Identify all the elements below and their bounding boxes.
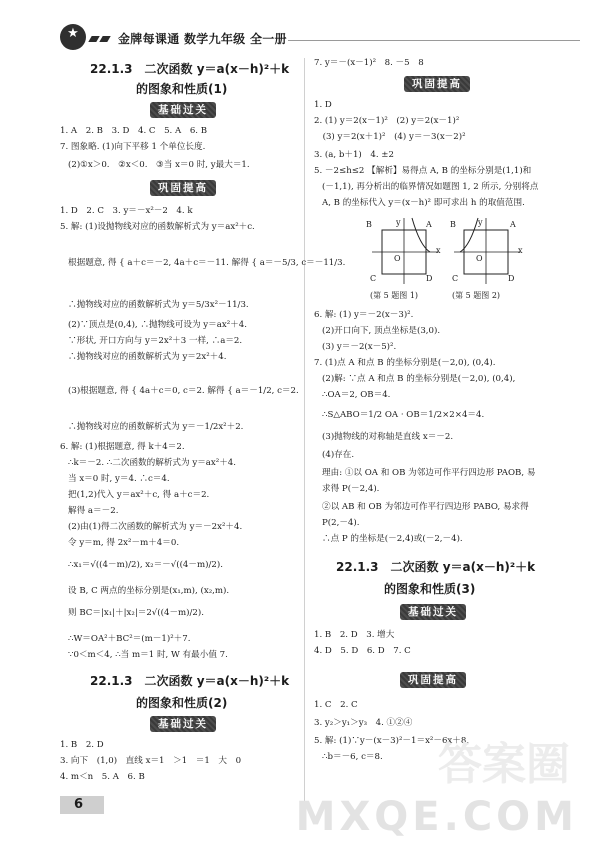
book-title: 金牌每课通 数学九年级 全一册 <box>118 32 287 46</box>
fig-label-D: D <box>508 274 515 283</box>
answer-line: ∴b＝－6, c＝8. <box>322 752 383 762</box>
answer-line: 求得 P(－2,4). <box>322 484 380 494</box>
answer-line: 5. －2≤h≤2 【解析】易得点 A, B 的坐标分别是(1,1)和 <box>314 166 532 176</box>
figure-1-caption: (第 5 题图 1) <box>370 291 419 300</box>
section-title: 22.1.3 二次函数 y＝a(x－h)²＋k <box>336 560 536 574</box>
section-subtitle: 的图象和性质(2) <box>136 696 228 710</box>
fig-label-B: B <box>366 220 372 229</box>
fig-label-C: C <box>452 274 459 283</box>
answer-line: (3) y＝－2(x－5)². <box>322 342 397 352</box>
answer-line: ∴抛物线对应的函数解析式为 y＝5/3x²－11/3. <box>68 300 249 310</box>
answer-line: A, B 的坐标代入 y＝(x－h)² 即可求出 h 的取值范围. <box>322 198 525 208</box>
answer-line: ∵形状, 开口方向与 y＝2x²＋3 一样, ∴a＝2. <box>68 336 243 346</box>
answer-line: (2)①x＞0. ②x＜0. ③当 x＝0 时, y最大＝1. <box>68 160 250 170</box>
answer-line: 5. 解: (1)设抛物线对应的函数解析式为 y＝ax²＋c. <box>60 222 255 232</box>
fig-label-C: C <box>370 274 377 283</box>
answer-line: 当 x＝0 时, y＝4. ∴c＝4. <box>68 474 170 484</box>
answer-line: (3)根据题意, 得 { 4a＋c＝0, c＝2. 解得 { a＝－1/2, c＝2. <box>68 386 299 396</box>
answer-line: 1. A 2. B 3. D 4. C 5. A 6. B <box>60 126 208 136</box>
answer-line: (－1,1), 再分析出的临界情况如题图 1, 2 所示, 分别将点 <box>322 182 539 192</box>
answer-line: ∴W＝OA²＋BC²＝(m－1)²＋7. <box>68 634 191 644</box>
figure-2-caption: (第 5 题图 2) <box>452 291 501 300</box>
fig-label-y: y <box>478 218 483 227</box>
fig-label-B: B <box>450 220 456 229</box>
answer-line: (2)开口向下, 顶点坐标是(3,0). <box>322 326 441 336</box>
answer-line: ∵0＜m＜4, ∴当 m＝1 时, W 有最小值 7. <box>68 650 228 660</box>
fig-label-x: x <box>436 246 441 255</box>
answer-line: (2)由(1)得二次函数的解析式为 y＝－2x²＋4. <box>68 522 243 532</box>
fig-label-y: y <box>396 218 401 227</box>
section-title: 22.1.3 二次函数 y＝a(x－h)²＋k <box>90 62 290 76</box>
answer-line: 1. B 2. D <box>60 740 104 750</box>
answer-line: 3. (a, b＋1) 4. ±2 <box>314 150 394 160</box>
star-icon: ★ <box>67 26 79 41</box>
banner-advanced: 巩固提高 <box>150 180 216 196</box>
fig-label-A: A <box>510 220 516 229</box>
answer-line: 4. D 5. D 6. D 7. C <box>314 646 411 656</box>
answer-line: 1. C 2. C <box>314 700 358 710</box>
answer-line: 设 B, C 两点的坐标分别是(x₁,m), (x₂,m). <box>68 586 230 596</box>
answer-line: 则 BC＝|x₁|＋|x₂|＝2√((4－m)/2). <box>68 608 204 618</box>
left-column <box>58 56 346 796</box>
page-header <box>0 0 590 60</box>
answer-line: ∴x₁＝√((4－m)/2), x₂＝－√((4－m)/2). <box>68 560 223 570</box>
section-subtitle: 的图象和性质(3) <box>384 582 476 596</box>
answer-line: ∴抛物线对应的函数解析式为 y＝－1/2x²＋2. <box>68 422 244 432</box>
answer-line: 5. 解: (1)∵y－(x－3)²－1＝x²－6x＋8, <box>314 736 470 746</box>
answer-line: 7. (1)点 A 和点 B 的坐标分别是(－2,0), (0,4). <box>314 358 496 368</box>
answer-line: 1. D 2. C 3. y＝－x²－2 4. k <box>60 206 193 216</box>
answer-line: ∴点 P 的坐标是(－2,4)或(－2,－4). <box>322 534 463 544</box>
banner-advanced: 巩固提高 <box>400 672 466 688</box>
answer-line: ∴OA＝2, OB＝4. <box>322 390 391 400</box>
fig-label-O: O <box>394 254 401 263</box>
answer-line: 解得 a＝－2. <box>68 506 119 516</box>
answer-line: (3) y＝2(x＋1)² (4) y＝－3(x－2)² <box>314 132 466 142</box>
answer-line: 1. D <box>314 100 332 110</box>
answer-line: 3. y₂＞y₁＞y₃ 4. ①②④ <box>314 718 413 728</box>
answer-line: 7. 图象略. (1)向下平移 1 个单位长度. <box>60 142 206 152</box>
answer-line: 3. 向下 (1,0) 直线 x＝1 ＞1 ＝1 大 0 <box>60 756 242 766</box>
answer-line: 7. y＝－(x－1)² 8. －5 8 <box>314 58 424 68</box>
answer-line: ∴k＝－2. ∴二次函数的解析式为 y＝ax²＋4. <box>68 458 236 468</box>
fig-label-O: O <box>476 254 483 263</box>
answer-line: (4)存在. <box>322 450 355 460</box>
answer-line: (2)解: ∵点 A 和点 B 的坐标分别是(－2,0), (0,4), <box>322 374 516 384</box>
section-subtitle: 的图象和性质(1) <box>136 82 228 96</box>
banner-basic: 基础过关 <box>150 102 216 118</box>
fig-label-D: D <box>426 274 433 283</box>
answer-line: 6. 解: (1) y＝－2(x－3)². <box>314 310 414 320</box>
answer-line: 6. 解: (1)根据题意, 得 k＋4＝2. <box>60 442 185 452</box>
answer-line: ②以 AB 和 OB 为邻边可作平行四边形 PABO, 易求得 <box>322 502 529 512</box>
answer-line: 1. B 2. D 3. 增大 <box>314 630 395 640</box>
section-title: 22.1.3 二次函数 y＝a(x－h)²＋k <box>90 674 290 688</box>
answer-line: ∴S△ABO＝1/2 OA · OB＝1/2×2×4＝4. <box>322 410 485 420</box>
header-rule <box>288 40 580 41</box>
page-number: 6 <box>74 797 84 812</box>
answer-line: 根据题意, 得 { a＋c＝－2, 4a＋c＝－11. 解得 { a＝－5/3, c＝－11/3. <box>68 258 346 268</box>
banner-basic: 基础过关 <box>400 604 466 620</box>
fig-label-x: x <box>518 246 523 255</box>
right-column <box>312 56 590 796</box>
answer-line: (3)抛物线的对称轴是直线 x＝－2. <box>322 432 454 442</box>
watermark-logo: 答案圈 <box>438 739 570 790</box>
answer-line: 令 y＝m, 得 2x²－m＋4＝0. <box>68 538 180 548</box>
figure-2 <box>450 216 528 286</box>
answer-line: P(2,－4). <box>322 518 360 528</box>
banner-advanced: 巩固提高 <box>404 76 470 92</box>
watermark-url: MXQE.COM <box>295 794 578 840</box>
answer-line: (2)∵顶点是(0,4), ∴抛物线可设为 y＝ax²＋4. <box>68 320 247 330</box>
banner-basic: 基础过关 <box>150 716 216 732</box>
figure-1 <box>368 216 446 286</box>
answer-line: 把(1,2)代入 y＝ax²＋c, 得 a＋c＝2. <box>68 490 210 500</box>
fig-label-A: A <box>426 220 432 229</box>
answer-line: 理由: ①以 OA 和 OB 为邻边可作平行四边形 PAOB, 易 <box>322 468 536 478</box>
answer-line: ∴抛物线对应的函数解析式为 y＝2x²＋4. <box>68 352 227 362</box>
answer-line: 2. (1) y＝2(x－1)² (2) y＝2(x－1)² <box>314 116 460 126</box>
answer-line: 4. m＜n 5. A 6. B <box>60 772 145 782</box>
